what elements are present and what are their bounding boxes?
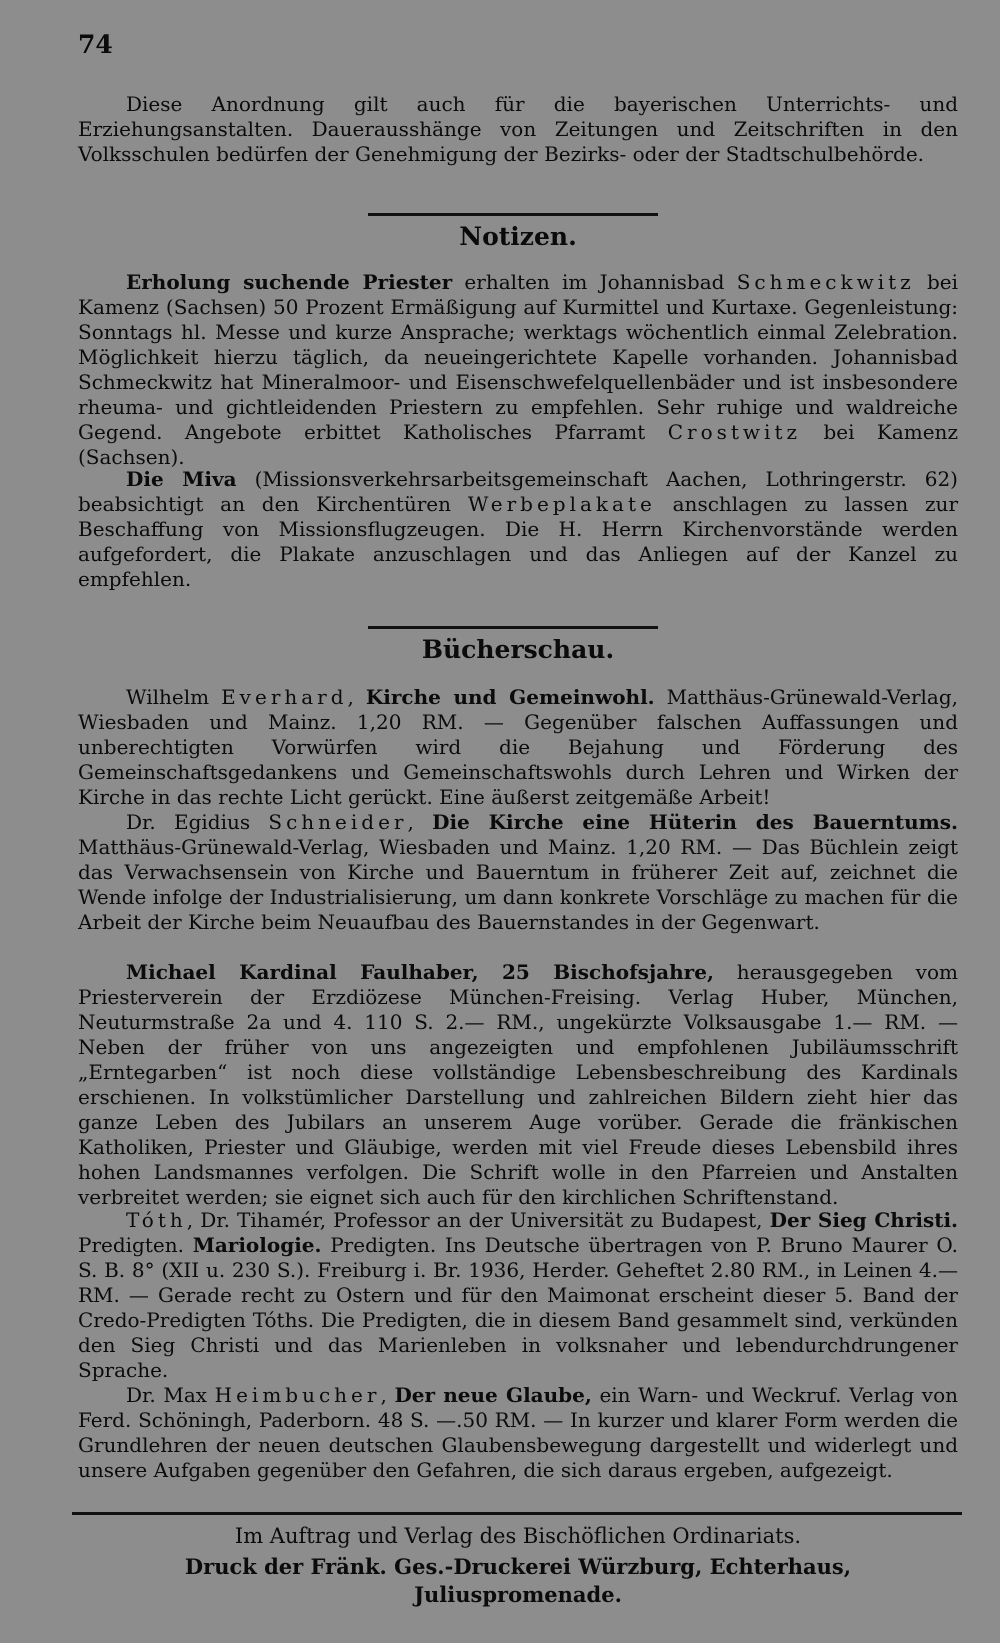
separator: , (407, 810, 433, 834)
author-surname: Everhard (221, 685, 348, 709)
notiz-lead: Die Miva (126, 467, 237, 491)
separator: , (380, 1383, 395, 1407)
review-heimbucher (78, 1383, 958, 1483)
page-number: 74 (78, 30, 113, 59)
review-text: Matthäus-Grünewald-Verlag, Wiesbaden und Mainz. 1,20 RM. — Das Büchlein zeigt das Verwachsensein von Kirche und Bauerntum in früherer Zeit auf, zeichnet die Wende infolge der Industrialisierung, um dann konkrete Vorschläge zu machen für die Arbeit der Kirche beim Neuaufbau des Bauernstandes in der Gegenwart. (78, 835, 958, 934)
book-title: Der Sieg Christi. (769, 1208, 959, 1232)
footer-printer: Druck der Fränk. Ges.-Druckerei Würzburg, Echterhaus, Juliuspromenade. (184, 1554, 852, 1607)
author-surname: Heimbucher (214, 1383, 381, 1407)
buecherschau-heading: Bücherschau. (421, 635, 615, 664)
place-name: Crostwitz (667, 420, 802, 444)
author: Wilhelm (126, 685, 222, 709)
notiz-text: anschlagen zu lassen zur Beschaffung von Missionsflugzeugen. Die H. Herrn Kirchenvorstände werden aufgefordert, die Plakate anzuschlagen und das Anliegen auf der Kanzel zu empfehlen. (78, 492, 958, 591)
review-everhard (78, 685, 958, 810)
separator: , (347, 685, 366, 709)
author-surname: Tóth (126, 1208, 187, 1232)
notiz-text: erhalten im Johannisbad (452, 270, 737, 294)
footer-publisher: Im Auftrag und Verlag des Bischöflichen Ordinariats. (234, 1524, 802, 1548)
author-surname: Schneider (268, 810, 408, 834)
divider-rule (368, 626, 658, 629)
book-title: Der neue Glaube, (394, 1383, 592, 1407)
divider-rule (368, 213, 658, 216)
book-title: Kirche und Gemeinwohl. (365, 685, 655, 709)
notiz-text: (Missionsverkehrsarbeitsgemeinschaft Aachen, Lothringerstr. 62) beabsichtigt an den Kirchentüren (78, 467, 958, 516)
review-text: ein Warn- und Weckruf. Verlag von Ferd. Schöningh, Paderborn. 48 S. —.50 RM. — In kurzer und klarer Form werden die Grundlehren der neuen deutschen Glaubensbewegung dargestellt und widerlegt und unsere Aufgaben gegenüber den Gefahren, die sich daraus ergeben, aufgezeigt. (78, 1383, 958, 1482)
review-schneider (78, 810, 958, 935)
review-faulhaber (78, 960, 958, 1210)
author: Dr. Max (126, 1383, 215, 1407)
footer-rule (72, 1512, 962, 1515)
notiz-miva (78, 467, 958, 592)
intro-paragraph: Diese Anordnung gilt auch für die bayerischen Unterrichts- und Erziehungsanstalten. Dauerausshänge von Zeitungen und Zeitschriften in den Volksschulen bedürfen der Genehmigung der Bezirks- oder der Stadtschulbehörde. (78, 92, 958, 166)
notiz-text: bei Kamenz (Sachsen) 50 Prozent Ermäßigung auf Kurmittel und Kurtaxe. Gegenleistung: Sonntags hl. Messe und kurze Ansprache; werktags wöchentlich einmal Zelebration. Möglichkeit hierzu täglich, da neueingerichtete Kapelle vorhanden. Johannisbad Schmeckwitz hat Mineralmoor- und Eisenschwefelquellenbäder und ist insbesondere rheuma- und gichtleidenden Priestern zu empfehlen. Sehr ruhige und waldreiche Gegend. Angebote erbittet Katholisches Pfarramt (78, 270, 958, 444)
emphasized-word: Werbeplakate (467, 492, 656, 516)
notiz-erholung (78, 270, 958, 470)
notiz-text: bei Kamenz (Sachsen). (78, 420, 958, 469)
book-title: Die Kirche eine Hüterin des Bauerntums. (432, 810, 958, 834)
review-text: Predigten. Ins Deutsche übertragen von P. Bruno Maurer O. S. B. 8° (XII u. 230 S.). Freiburg i. Br. 1936, Herder. Geheftet 2.80 RM., in Leinen 4.— RM. — Gerade recht zu Ostern und für den Maimonat erscheint dieser 5. Band der Credo-Predigten Tóths. Die Predigten, die in diesem Band gesammelt sind, verkünden den Sieg Christi und das Marienleben in volksnaher und lebendurchdrungener Sprache. (78, 1233, 959, 1382)
review-text: Predigten. (78, 1233, 193, 1257)
notizen-heading: Notizen. (459, 222, 577, 251)
book-title: Mariologie. (192, 1233, 322, 1257)
book-title: Michael Kardinal Faulhaber, 25 Bischofsjahre, (126, 960, 714, 984)
author: Dr. Egidius (126, 810, 269, 834)
review-text: herausgegeben vom Priesterverein der Erzdiözese München-Freising. Verlag Huber, München, Neuturmstraße 2a und 4. 110 S. 2.— RM., ungekürzte Volksausgabe 1.— RM. — Neben der früher von uns angezeigten und empfohlenen Jubiläumsschrift „Erntegarben“ ist noch diese vollständige Lebensbeschreibung des Kardinals erschienen. In volkstümlicher Darstellung und zahlreichen Bildern zieht hier das ganze Leben des Jubilars an unserem Auge vorüber. Gerade die fränkischen Katholiken, Priester und Gläubige, werden mit viel Freude dieses Lebensbild ihres hohen Landsmannes verfolgen. Die Schrift wolle in den Pfarreien und Anstalten verbreitet werden; sie eignet sich auch für den kirchlichen Schriftenstand. (78, 960, 958, 1209)
place-name: Schmeckwitz (736, 270, 915, 294)
review-text: , Dr. Tihamér, Professor an der Universität zu Budapest, (186, 1208, 770, 1232)
review-toth (78, 1208, 958, 1383)
review-text: Matthäus-Grünewald-Verlag, Wiesbaden und Mainz. 1,20 RM. — Gegenüber falschen Auffassungen und unberechtigten Vorwürfen wird die Bejahung und Förderung des Gemeinschaftsgedankens und Gemeinschaftswohls durch Lehren und Wirken der Kirche in das rechte Licht gerückt. Eine äußerst zeitgemäße Arbeit! (78, 685, 958, 809)
notiz-lead: Erholung suchende Priester (126, 270, 453, 294)
